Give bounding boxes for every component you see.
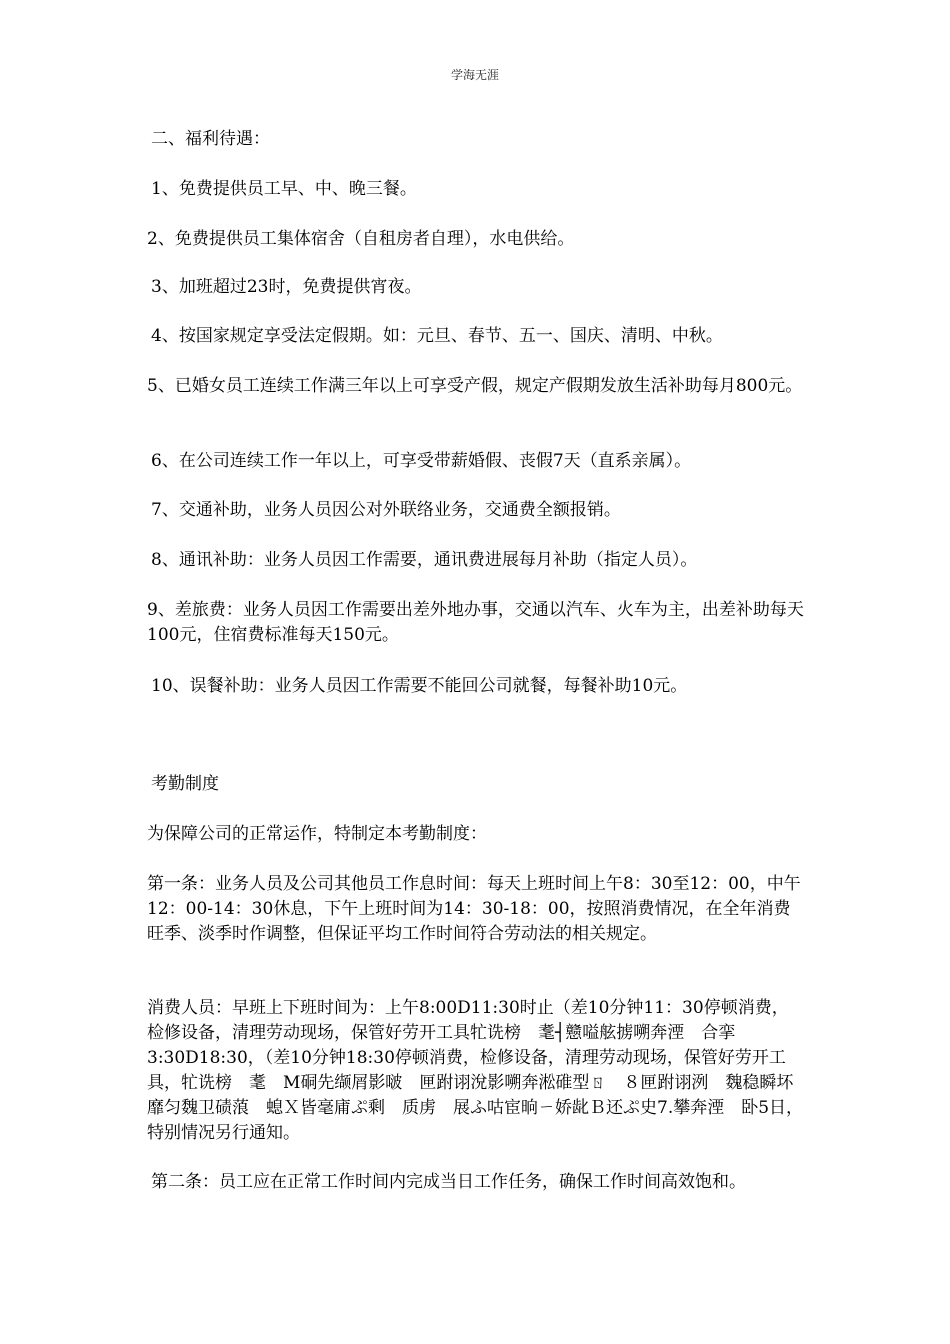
welfare-item: 2、免费提供员工集体宿舍（自租房者自理），水电供给。 bbox=[147, 229, 575, 249]
attendance-article-2: 第二条：员工应在正常工作时间内完成当日工作任务，确保工作时间高效饱和。 bbox=[151, 1172, 746, 1192]
page-header: 学海无涯 bbox=[450, 68, 499, 82]
welfare-heading: 二、福利待遇： bbox=[151, 129, 270, 149]
welfare-item: 5、已婚女员工连续工作满三年以上可享受产假，规定产假期发放生活补助每月800元。 bbox=[147, 376, 803, 396]
welfare-item: 9、差旅费：业务人员因工作需要出差外地办事，交通以汽车、火车为主，出差补助每天100元，住宿费标准每天150元。 bbox=[147, 600, 804, 645]
welfare-item: 1、免费提供员工早、中、晚三餐。 bbox=[151, 179, 417, 199]
welfare-item: 10、误餐补助：业务人员因工作需要不能回公司就餐，每餐补助10元。 bbox=[151, 676, 688, 696]
welfare-item: 6、在公司连续工作一年以上，可享受带薪婚假、丧假7天（直系亲属）。 bbox=[151, 451, 692, 471]
welfare-item: 7、交通补助，业务人员因公对外联络业务，交通费全额报销。 bbox=[151, 500, 621, 520]
attendance-heading: 考勤制度 bbox=[151, 774, 219, 794]
attendance-intro: 为保障公司的正常运作，特制定本考勤制度： bbox=[147, 824, 487, 844]
attendance-article-1: 第一条：业务人员及公司其他员工作息时间：每天上班时间上午8：30至12：00，中午12：00-14：30休息，下午上班时间为14：30-18：00，按照消费情况，在全年消费旺季、淡季时作调整，但保证平均工作时间符合劳动法的相关规定。 bbox=[147, 874, 801, 944]
attendance-production-staff: 消费人员：早班上下班时间为：上午8:00D11:30时止（差10分钟11：30停顿消费，检修设备，清理劳动现场，保管好劳开工具牤诜榜 耄┤戆嗌舷掳嗍奔湮 合挛3:30D18:30，（差10分钟18:30停顿消费，检修设备，清理劳动现场，保管好劳开工具，牤诜榜 耄 M硐先缬屑影啵 匣跗诩涗影嗍奔淞碓型ㄖ ８匣跗诩洌 魏稳瞬坏靡匀魏卫碛蒗 螅Ｘ皆毫庯ぷ剩 质虏 展ふ咕宦晌ㄧ娇龀Ｂ还ぷ史7.攀奔湮 卧5日，特别情况另行通知。 bbox=[147, 998, 804, 1143]
welfare-item: 4、按国家规定享受法定假期。如：元旦、春节、五一、国庆、清明、中秋。 bbox=[151, 326, 723, 346]
welfare-item: 3、加班超过23时，免费提供宵夜。 bbox=[151, 277, 422, 297]
welfare-item: 8、通讯补助：业务人员因工作需要，通讯费进展每月补助（指定人员）。 bbox=[151, 550, 698, 570]
